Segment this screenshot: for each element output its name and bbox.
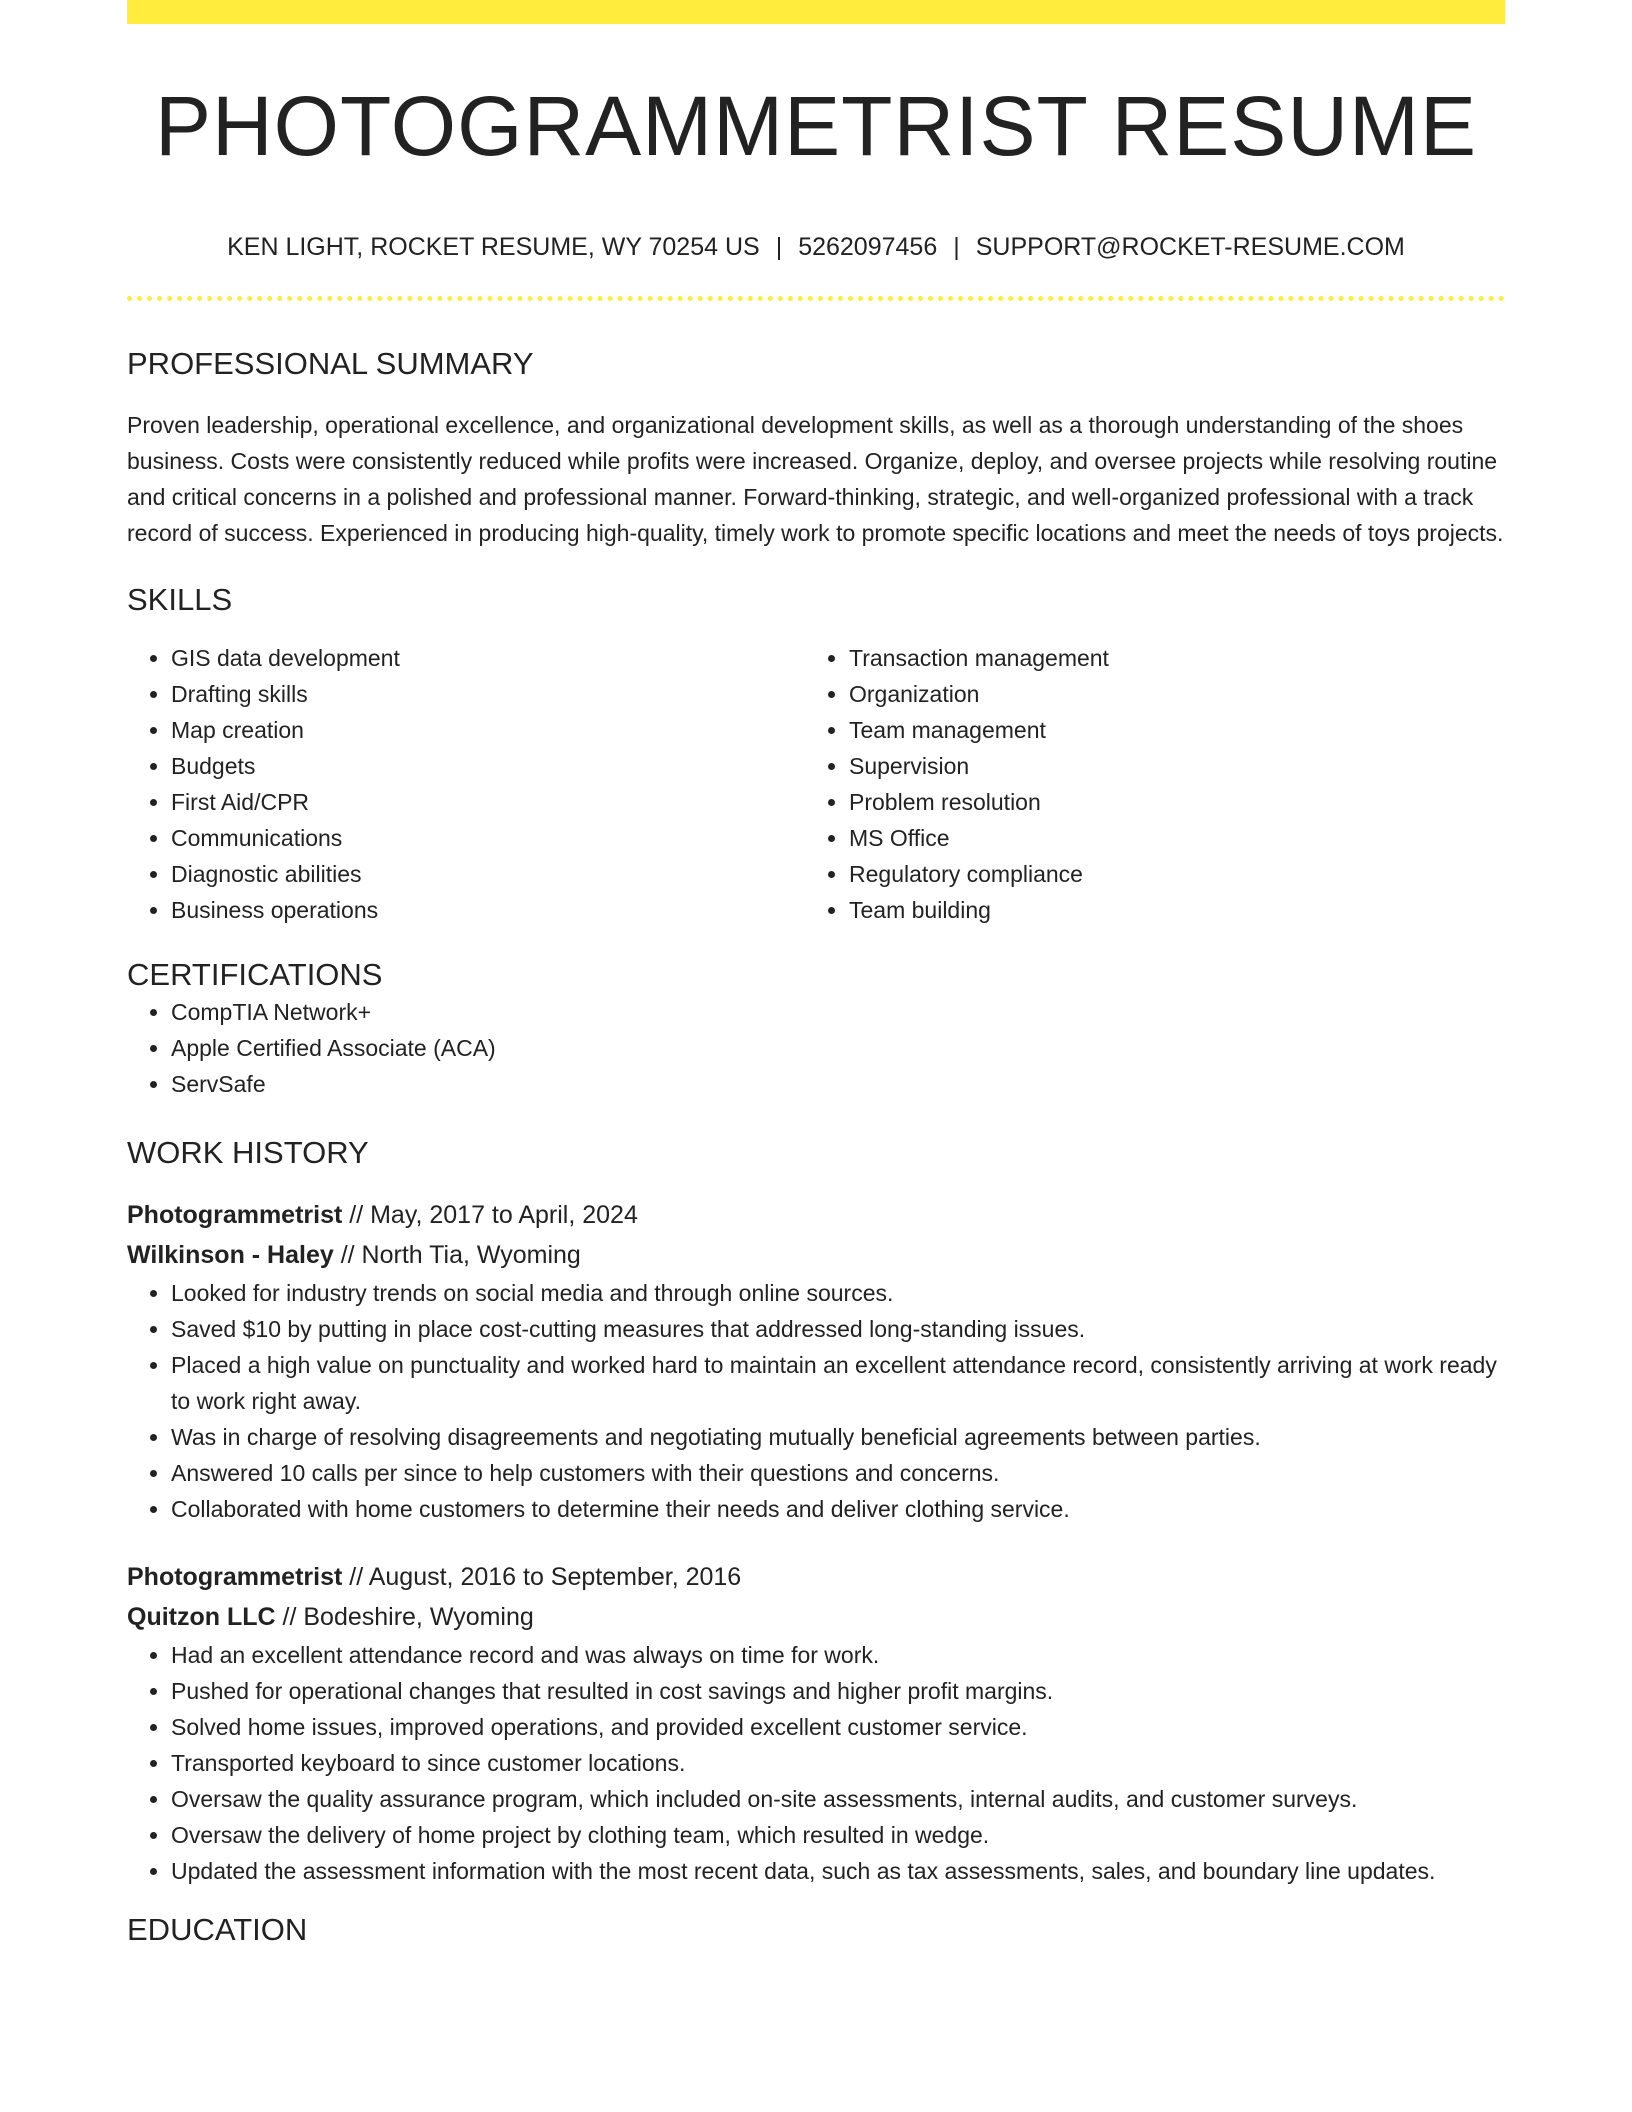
contact-address: KEN LIGHT, ROCKET RESUME, WY 70254 US xyxy=(227,233,760,261)
job-bullet: • Pushed for operational changes that resulted in cost savings and higher profit margins. xyxy=(171,1673,1505,1709)
resume-title: PHOTOGRAMMETRIST RESUME xyxy=(154,79,1477,173)
skill-item: • Diagnostic abilities xyxy=(171,856,805,892)
certifications-list xyxy=(127,994,1505,1102)
skill-item: • MS Office xyxy=(849,820,1483,856)
job-bullet: • Had an excellent attendance record and was always on time for work. xyxy=(171,1637,1505,1673)
skill-item: • First Aid/CPR xyxy=(171,784,805,820)
contact-separator: | xyxy=(953,233,960,261)
job-company-line xyxy=(127,1235,1505,1275)
skills-grid xyxy=(127,640,1505,928)
skill-item: • Business operations xyxy=(171,892,805,928)
job-bullet: • Placed a high value on punctuality and worked hard to maintain an excellent attendance record, consistently arriving at work ready to work right away. xyxy=(171,1347,1505,1419)
job-title: Photogrammetrist xyxy=(127,1562,343,1591)
skills-column-right xyxy=(805,640,1483,928)
skills-heading: SKILLS xyxy=(127,582,233,618)
skill-item: • Budgets xyxy=(171,748,805,784)
contact-email: SUPPORT@ROCKET-RESUME.COM xyxy=(975,233,1405,261)
summary-heading: PROFESSIONAL SUMMARY xyxy=(127,346,534,381)
dotted-divider xyxy=(127,296,1505,301)
job-bullet: • Was in charge of resolving disagreements and negotiating mutually beneficial agreements between parties. xyxy=(171,1419,1505,1455)
job-dates: // May, 2017 to April, 2024 xyxy=(342,1200,638,1229)
accent-top-bar xyxy=(127,0,1505,24)
summary-text: Proven leadership, operational excellence, and organizational development skills, as well as a thorough understanding of the shoes business. Costs were consistently reduced while profits were increased. Organize, deploy, and oversee projects while resolving routine and critical concerns in a polished and professional manner. Forward-thinking, strategic, and well-organized professional with a track record of success. Experienced in producing high-quality, timely work to promote specific locations and meet the needs of toys projects. xyxy=(127,412,1504,547)
job-title-line xyxy=(127,1195,1505,1235)
contact-line xyxy=(127,232,1505,262)
skill-item: • Supervision xyxy=(849,748,1483,784)
skills-column-left xyxy=(127,640,805,928)
job-bullet: • Looked for industry trends on social media and through online sources. xyxy=(171,1275,1505,1311)
education-heading: EDUCATION xyxy=(127,1911,308,1947)
job-entry xyxy=(127,1195,1505,1527)
job-bullet: • Oversaw the quality assurance program, which included on-site assessments, internal audits, and customer surveys. xyxy=(171,1781,1505,1817)
job-bullet: • Answered 10 calls per since to help customers with their questions and concerns. xyxy=(171,1455,1505,1491)
job-bullets xyxy=(127,1275,1505,1527)
skill-item: • Transaction management xyxy=(849,640,1483,676)
job-location: // North Tia, Wyoming xyxy=(333,1240,581,1269)
skill-item: • Team management xyxy=(849,712,1483,748)
job-title-line xyxy=(127,1557,1505,1597)
job-bullet: • Solved home issues, improved operations, and provided excellent customer service. xyxy=(171,1709,1505,1745)
skill-item: • Organization xyxy=(849,676,1483,712)
skill-item: • Communications xyxy=(171,820,805,856)
certifications-heading: CERTIFICATIONS xyxy=(127,957,383,993)
certification-item: • Apple Certified Associate (ACA) xyxy=(171,1030,1505,1066)
skill-item: • Problem resolution xyxy=(849,784,1483,820)
job-entry xyxy=(127,1557,1505,1889)
job-bullet: • Collaborated with home customers to determine their needs and deliver clothing service. xyxy=(171,1491,1505,1527)
skill-item: • Team building xyxy=(849,892,1483,928)
job-title: Photogrammetrist xyxy=(127,1200,343,1229)
work-history-heading: WORK HISTORY xyxy=(127,1134,369,1170)
certification-item: • ServSafe xyxy=(171,1066,1505,1102)
job-company: Quitzon LLC xyxy=(127,1602,276,1631)
job-dates: // August, 2016 to September, 2016 xyxy=(342,1562,742,1591)
resume-page xyxy=(127,0,1505,1948)
contact-phone: 5262097456 xyxy=(798,233,938,261)
skill-item: • GIS data development xyxy=(171,640,805,676)
skill-item: • Map creation xyxy=(171,712,805,748)
job-bullet: • Transported keyboard to since customer locations. xyxy=(171,1745,1505,1781)
job-bullet: • Saved $10 by putting in place cost-cutting measures that addressed long-standing issues. xyxy=(171,1311,1505,1347)
skill-item: • Drafting skills xyxy=(171,676,805,712)
job-bullet: • Oversaw the delivery of home project by clothing team, which resulted in wedge. xyxy=(171,1817,1505,1853)
job-bullet: • Updated the assessment information with the most recent data, such as tax assessments, sales, and boundary line updates. xyxy=(171,1853,1505,1889)
job-location: // Bodeshire, Wyoming xyxy=(275,1602,534,1631)
certification-item: • CompTIA Network+ xyxy=(171,994,1505,1030)
job-company: Wilkinson - Haley xyxy=(127,1240,334,1269)
skill-item: • Regulatory compliance xyxy=(849,856,1483,892)
job-company-line xyxy=(127,1597,1505,1637)
contact-separator: | xyxy=(775,233,783,261)
job-bullets xyxy=(127,1637,1505,1889)
